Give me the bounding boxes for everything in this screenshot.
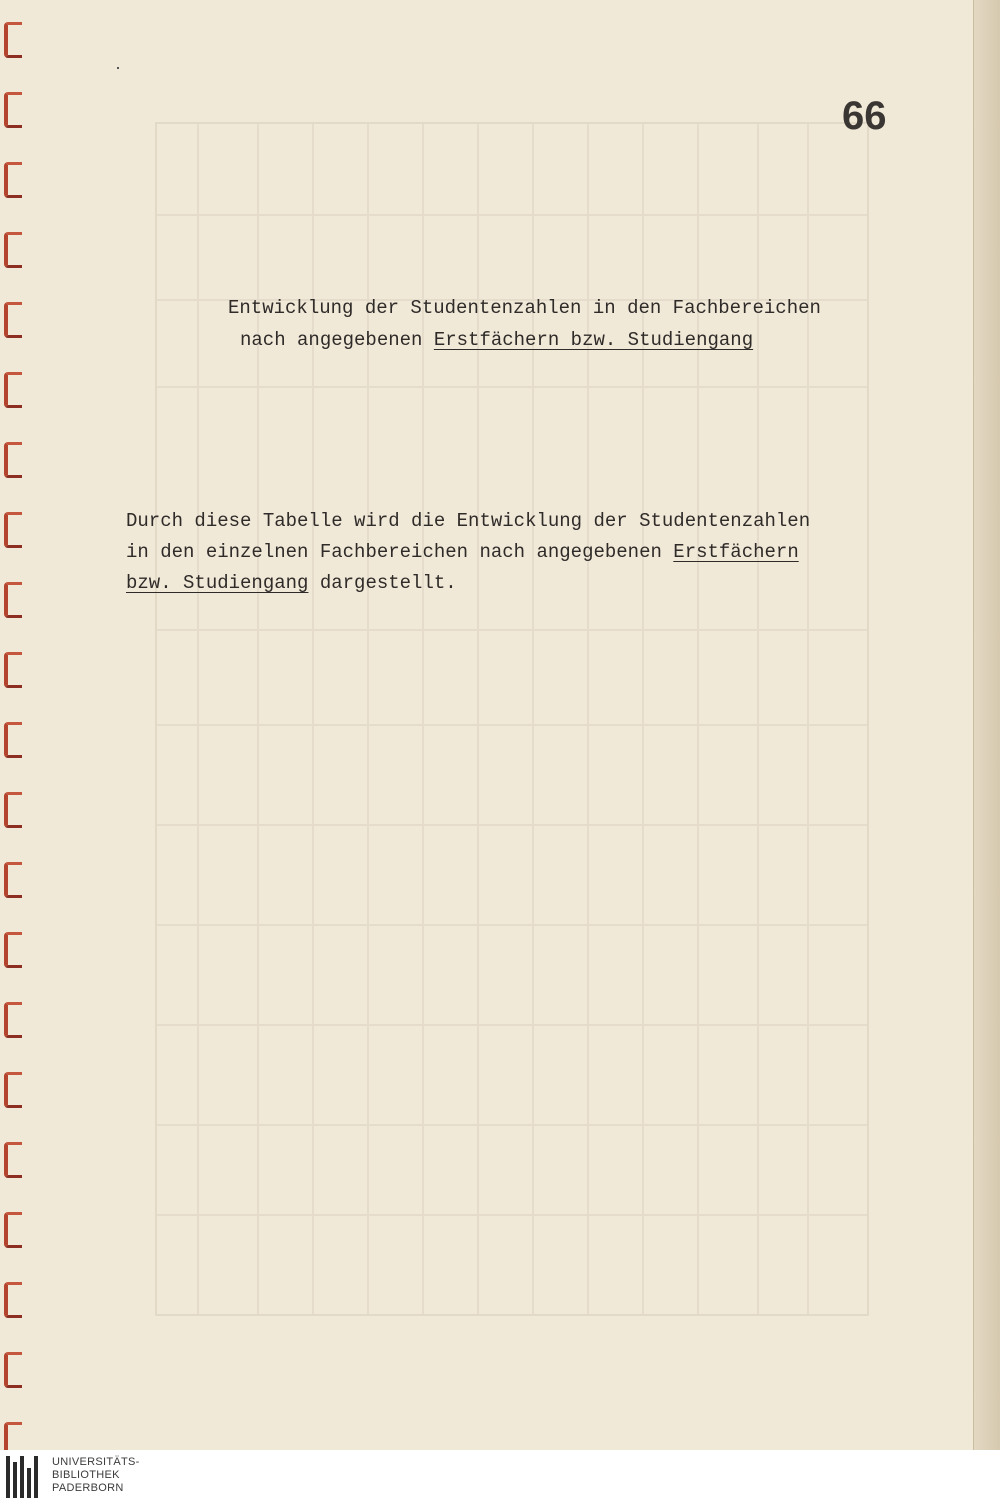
body-line-1: Durch diese Tabelle wird die Entwicklung der Studentenzahlen — [126, 510, 811, 532]
body-paragraph — [126, 506, 926, 599]
body-underlined-term-2: bzw. Studiengang — [126, 572, 309, 594]
binding-ring — [4, 1352, 22, 1388]
binding-ring — [4, 1282, 22, 1318]
body-line-2-prefix: in den einzelnen Fachbereichen nach angegebenen — [126, 541, 674, 563]
page-number: 66 — [842, 94, 887, 138]
binding-ring — [4, 582, 22, 618]
library-name-line-3: PADERBORN — [52, 1482, 124, 1494]
title-underlined-term: Erstfächern bzw. Studiengang — [433, 329, 754, 351]
binding-ring — [4, 1142, 22, 1178]
library-footer — [0, 1450, 1000, 1505]
binding-ring — [4, 722, 22, 758]
binding-ring — [4, 1072, 22, 1108]
binding-ring — [4, 302, 22, 338]
title-line-2 — [200, 324, 920, 356]
library-name — [52, 1456, 140, 1495]
binding-ring — [4, 92, 22, 128]
binding-ring — [4, 652, 22, 688]
page-edge — [973, 0, 1000, 1450]
body-line-2 — [126, 537, 926, 568]
body-underlined-term-1: Erstfächern — [673, 541, 799, 563]
binding-ring — [4, 232, 22, 268]
library-logo-icon — [6, 1456, 46, 1498]
binding-ring — [4, 442, 22, 478]
binding-ring — [4, 162, 22, 198]
library-name-line-1: UNIVERSITÄTS- — [52, 1456, 140, 1468]
binding-ring — [4, 22, 22, 58]
library-name-line-2: BIBLIOTHEK — [52, 1469, 120, 1481]
binding-ring — [4, 512, 22, 548]
body-line-3 — [126, 568, 926, 599]
body-line-3-suffix: dargestellt. — [308, 572, 457, 594]
binding-ring — [4, 1212, 22, 1248]
binding-ring — [4, 1002, 22, 1038]
binding-rings — [0, 0, 28, 1450]
binding-ring — [4, 792, 22, 828]
ink-speck — [117, 67, 119, 69]
title-line-1: Entwicklung der Studentenzahlen in den Fachbereichen — [228, 297, 821, 319]
binding-ring — [4, 372, 22, 408]
title-line-2-prefix: nach angegebenen — [240, 329, 434, 351]
binding-ring — [4, 932, 22, 968]
page-title — [200, 292, 920, 356]
binding-ring — [4, 1422, 22, 1450]
binding-ring — [4, 862, 22, 898]
